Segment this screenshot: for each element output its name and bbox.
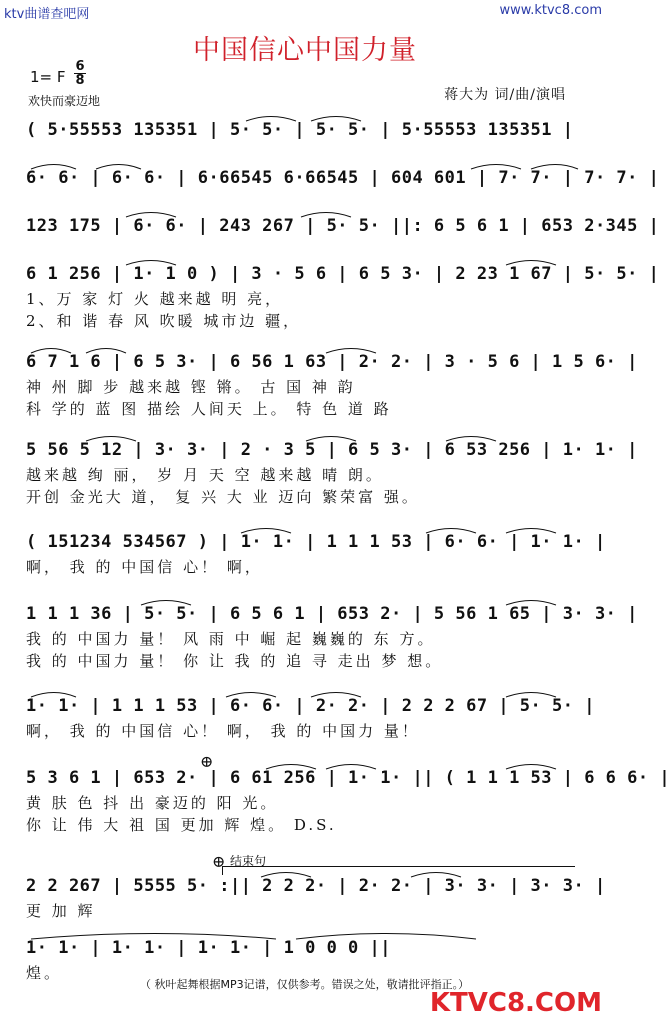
notation-line: 6 1 256 | 1· 1 0 ) | 3 · 5 6 | 6 5 3· | 2 23 1 67 | 5· 5· |: [26, 264, 660, 284]
score-row-6: [26, 432, 638, 506]
lyric-verse-2: 2、和 谐 春 风 吹暖 城市边 疆，: [26, 312, 302, 330]
tempo-marking: 欢快而豪迈地: [28, 94, 101, 108]
lyric-verse-1: 神 州 脚 步 越来越 铿 锵。 古 国 神 韵: [26, 378, 356, 396]
coda-sign-top: ⊕: [200, 752, 214, 771]
song-title: 中国信心中国力量: [193, 35, 417, 66]
watermark-logo: KTVC8.COM: [429, 988, 602, 1018]
score-row-4: [26, 256, 660, 330]
score-row-9: [26, 688, 595, 756]
lyric-verse-2: 开创 金光大 道， 复 兴 大 业 迈向 繁荣富 强。: [26, 488, 420, 506]
score-row-5: [26, 344, 638, 418]
lyric-verse-2: 科 学的 蓝 图 描绘 人间天 上。 特 色 道 路: [26, 400, 392, 418]
author-credit: 蒋大为 词/曲/演唱: [444, 87, 566, 103]
time-signature: [74, 60, 86, 87]
lyric-verse-2: 我 的 中国力 量！ 你 让 我 的 追 寻 走出 梦 想。: [26, 652, 444, 670]
score-row-10: [26, 760, 670, 834]
score-row-11: [26, 868, 606, 936]
notation-line: 2 2 267 | 5555 5· :|| 2 2 2· | 2· 2· | 3· 3· | 3· 3· |: [26, 876, 606, 896]
lyric-verse-1: 1、万 家 灯 火 越来越 明 亮，: [26, 290, 284, 308]
notation-line: 1· 1· | 1· 1· | 1· 1· | 1 0 0 0 ||: [26, 938, 391, 958]
lyric-verse-1: 啊， 我 的 中国信 心！ 啊， 我 的 中国力 量！: [26, 722, 420, 740]
notation-line: 6· 6· | 6· 6· | 6·66545 6·66545 | 604 601 | 7· 7· | 7· 7· |: [26, 168, 660, 188]
notation-line: 5 56 5 12 | 3· 3· | 2 · 3 5 | 6 5 3· | 6 53 256 | 1· 1· |: [26, 440, 638, 460]
notation-line: ( 151234 534567 ) | 1· 1· | 1 1 1 53 | 6· 6· | 1· 1· |: [26, 532, 606, 552]
score-row-7: [26, 524, 606, 592]
lyric-verse-1: 越来越 绚 丽， 岁 月 天 空 越来越 晴 朗。: [26, 466, 384, 484]
key-signature: 1= F: [30, 68, 66, 86]
notation-line: ( 5·55553 135351 | 5· 5· | 5· 5· | 5·55553 135351 |: [26, 120, 574, 140]
lyric-verse-1: 更 加 辉: [26, 902, 96, 920]
lyric-verse-1: 我 的 中国力 量！ 风 雨 中 崛 起 巍巍的 东 方。: [26, 630, 436, 648]
lyric-verse-1: 啊， 我 的 中国信 心！ 啊，: [26, 558, 263, 576]
ending-label: 结束句: [230, 854, 267, 868]
site-url[interactable]: www.ktvc8.com: [499, 3, 602, 18]
lyric-verse-1: 煌。: [26, 964, 63, 982]
notation-line: 123 175 | 6· 6· | 243 267 | 5· 5· ||: 6 5 6 1 | 653 2·345 |: [26, 216, 660, 236]
notation-line: 1 1 1 36 | 5· 5· | 6 5 6 1 | 653 2· | 5 56 1 65 | 3· 3· |: [26, 604, 638, 624]
meter-top: 6: [75, 59, 85, 74]
notation-line: 6 7 1 6 | 6 5 3· | 6 56 1 63 | 2· 2· | 3 · 5 6 | 1 5 6· |: [26, 352, 638, 372]
coda-sign-ending: ⊕: [212, 852, 226, 871]
lyric-verse-1: 黄 肤 色 抖 出 豪迈的 阳 光。: [26, 794, 279, 812]
site-header: [0, 0, 610, 22]
notation-line: 5 3 6 1 | 653 2· | 6 61 256 | 1· 1· || ( 1 1 1 53 | 6 6 6· |: [26, 768, 670, 788]
meter-bottom: 8: [75, 73, 85, 88]
score-row-8: [26, 596, 638, 670]
notation-line: 1· 1· | 1 1 1 53 | 6· 6· | 2· 2· | 2 2 2 67 | 5· 5· |: [26, 696, 595, 716]
lyric-verse-2: 你 让 伟 大 祖 国 更加 辉 煌。 D.S.: [26, 816, 337, 834]
footnote: （ 秋叶起舞根据MP3记谱，仅供参考。错误之处，敬请批评指正。）: [140, 978, 470, 991]
site-name[interactable]: ktv曲谱查吧网: [4, 7, 90, 22]
